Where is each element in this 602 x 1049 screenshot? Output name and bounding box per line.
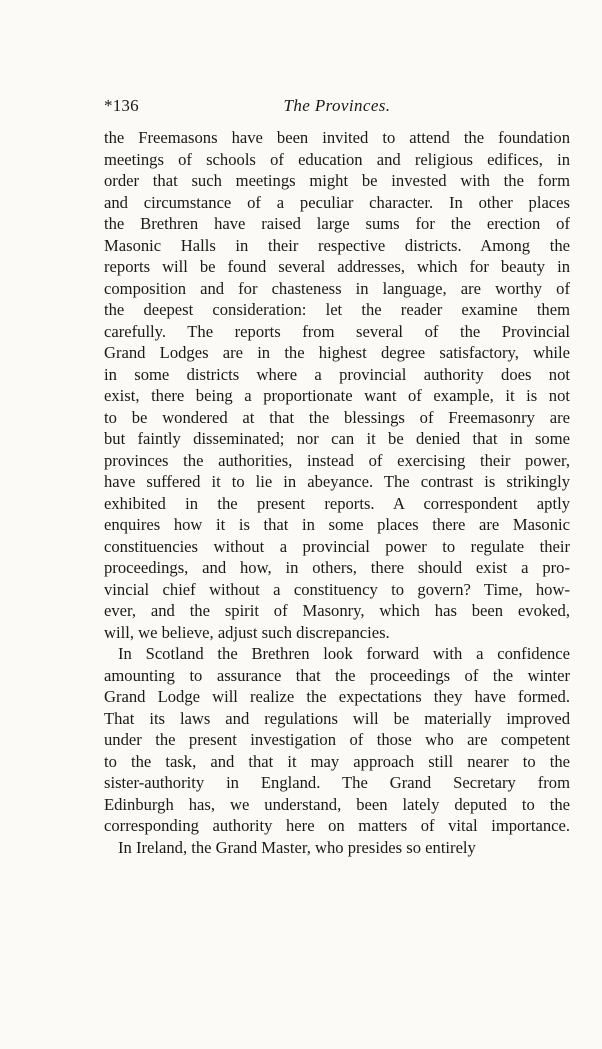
- text-line: corresponding authority here on matters of vital importance.: [104, 816, 570, 835]
- text-line: to be wondered at that the blessings of Freemasonry are: [104, 407, 570, 427]
- text-line: Grand Lodge will realize the expectations they have formed.: [104, 687, 570, 706]
- text-line: but faintly disseminated; nor can it be denied that in some: [104, 429, 570, 448]
- text-line: reports will be found several addresses, which for beauty in: [104, 257, 570, 276]
- text-line: sister-authority in England. The Grand Secretary from: [104, 773, 570, 792]
- text-line: have suffered it to lie in abeyance. The contrast is strikingly: [104, 472, 570, 491]
- text-line: the deepest consideration: let the reader examine them: [104, 300, 570, 319]
- text-line: Masonic Halls in their respective districts. Among the: [104, 235, 570, 255]
- page-header: [104, 96, 570, 120]
- text-line: the Freemasons have been invited to attend the foundation: [104, 128, 570, 147]
- text-line: amounting to assurance that the proceedings of the winter: [104, 665, 570, 685]
- text-line: enquires how it is that in some places there are Masonic: [104, 515, 570, 534]
- text-line: composition and for chasteness in language, are worthy of: [104, 278, 570, 298]
- text-line: Grand Lodges are in the highest degree satisfactory, while: [104, 343, 570, 362]
- page-number: *136: [104, 96, 139, 115]
- text-line: carefully. The reports from several of the Provincial: [104, 321, 570, 341]
- text-line: proceedings, and how, in others, there should exist a pro-: [104, 558, 570, 577]
- text-line: Edinburgh has, we understand, been lately deputed to the: [104, 794, 570, 814]
- body-text: [104, 127, 570, 858]
- text-line: That its laws and regulations will be materially improved: [104, 708, 570, 728]
- text-line: ever, and the spirit of Masonry, which has been evoked,: [104, 601, 570, 620]
- text-line: meetings of schools of education and religious edifices, in: [104, 149, 570, 169]
- text-line: will, we believe, adjust such discrepancies.: [104, 622, 390, 642]
- text-line: and circumstance of a peculiar character. In other places: [104, 192, 570, 212]
- text-line: exist, there being a proportionate want of example, it is not: [104, 386, 570, 405]
- text-line: exhibited in the present reports. A correspondent aptly: [104, 493, 570, 513]
- text-line: provinces the authorities, instead of exercising their power,: [104, 450, 570, 470]
- text-line: the Brethren have raised large sums for the erection of: [104, 214, 570, 233]
- text-line: under the present investigation of those who are competent: [104, 730, 570, 749]
- text-line: vincial chief without a constituency to govern? Time, how-: [104, 579, 570, 599]
- text-line: In Scotland the Brethren look forward with a confidence: [118, 644, 570, 663]
- running-title: The Provinces.: [283, 96, 391, 115]
- text-line: order that such meetings might be invested with the form: [104, 171, 570, 190]
- text-line: In Ireland, the Grand Master, who presides so entirely: [118, 837, 476, 857]
- text-line: in some districts where a provincial authority does not: [104, 364, 570, 384]
- text-line: constituencies without a provincial power to regulate their: [104, 536, 570, 556]
- text-line: to the task, and that it may approach still nearer to the: [104, 751, 570, 771]
